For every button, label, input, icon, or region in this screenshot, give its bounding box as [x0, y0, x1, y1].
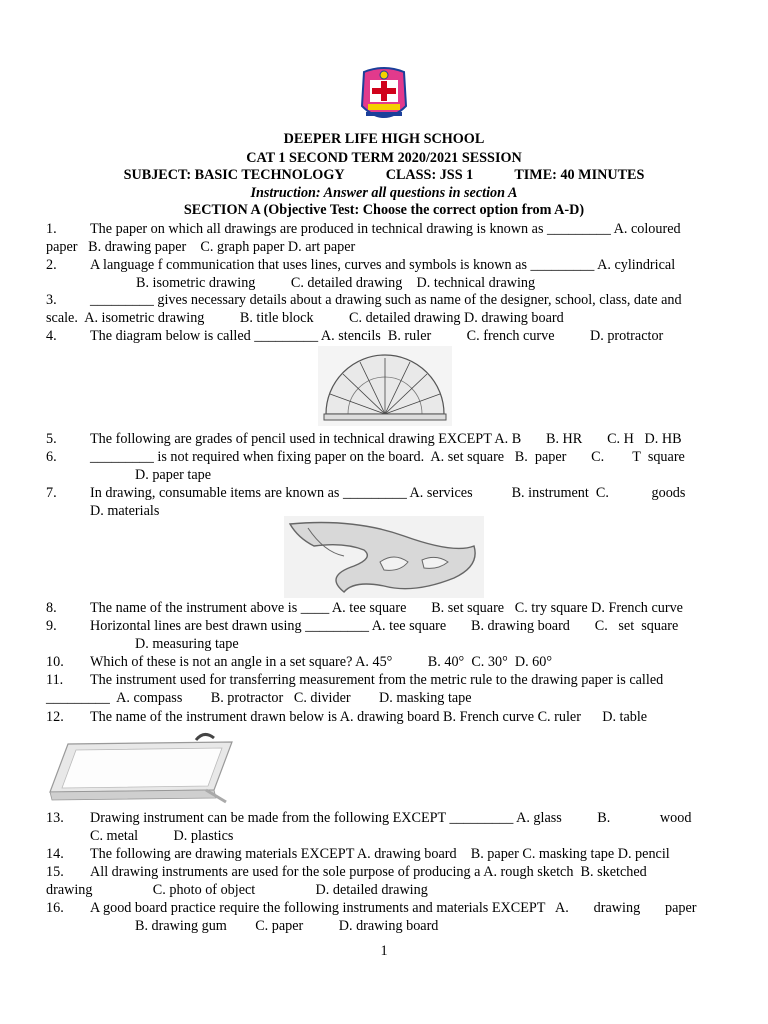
question-9: 9. Horizontal lines are best drawn using _________ A. tee square B. drawing board C. set square D. measuring tape: [46, 618, 679, 652]
session-title: CAT 1 SECOND TERM 2020/2021 SESSION: [246, 150, 522, 166]
school-name: DEEPER LIFE HIGH SCHOOL: [283, 131, 485, 147]
page-number: 1: [380, 943, 388, 959]
question-8: 8. The name of the instrument above is ____ A. tee square B. set square C. try square D. French curve: [46, 600, 683, 616]
question-10: 10. Which of these is not an angle in a set square? A. 45° B. 40° C. 30° D. 60°: [46, 654, 553, 670]
question-1: 1. The paper on which all drawings are produced in technical drawing is known as _________ A. coloured paper B. drawing paper C. graph paper D. art paper: [46, 221, 681, 255]
question-13: 13. Drawing instrument can be made from the following EXCEPT _________ A. glass B. wood C. metal D. plastics: [46, 810, 692, 844]
question-4: 4. The diagram below is called _________ A. stencils B. ruler C. french curve D. protractor: [46, 328, 664, 344]
question-7: 7. In drawing, consumable items are known as _________ A. services B. instrument C. goods D. materials: [46, 485, 686, 519]
question-14: 14. The following are drawing materials EXCEPT A. drawing board B. paper C. masking tape D. pencil: [46, 846, 670, 862]
question-3: 3. _________ gives necessary details about a drawing such as name of the designer, school, class, date and scale. A. isometric drawing B. title block C. detailed drawing D. drawing board: [46, 292, 682, 326]
school-logo: [356, 66, 412, 130]
class: CLASS: JSS 1: [385, 167, 474, 183]
question-12: 12. The name of the instrument drawn below is A. drawing board B. French curve C. ruler D. table: [46, 709, 648, 725]
drawing-board-figure: [46, 730, 242, 806]
subject: SUBJECT: BASIC TECHNOLOGY: [123, 167, 345, 183]
subject-line: [0, 166, 768, 184]
question-5: 5. The following are grades of pencil used in technical drawing EXCEPT A. B B. HR C. H D. HB: [46, 431, 682, 447]
protractor-figure: [318, 346, 452, 426]
instruction: Instruction: Answer all questions in section A: [250, 185, 518, 201]
question-6: 6. _________ is not required when fixing paper on the board. A. set square B. paper C. T square D. paper tape: [46, 449, 685, 483]
question-11: 11. The instrument used for transferring measurement from the metric rule to the drawing paper is called _________ A. compass B. protractor C. divider D. masking tape: [46, 672, 664, 706]
question-2: 2. A language f communication that uses lines, curves and symbols is known as _________ A. cylindrical B. isometric drawing C. detailed drawing D. technical drawing: [46, 257, 676, 291]
french-curve-figure: [284, 516, 484, 598]
question-16: 16. A good board practice require the following instruments and materials EXCEPT A. drawing paper B. drawing gum C. paper D. drawing board: [46, 900, 697, 934]
section-title: SECTION A (Objective Test: Choose the correct option from A-D): [183, 202, 585, 218]
time: TIME: 40 MINUTES: [514, 167, 645, 183]
question-15: 15. All drawing instruments are used for the sole purpose of producing a A. rough sketch B. sketched drawing C. photo of object D. detailed drawing: [46, 864, 647, 898]
